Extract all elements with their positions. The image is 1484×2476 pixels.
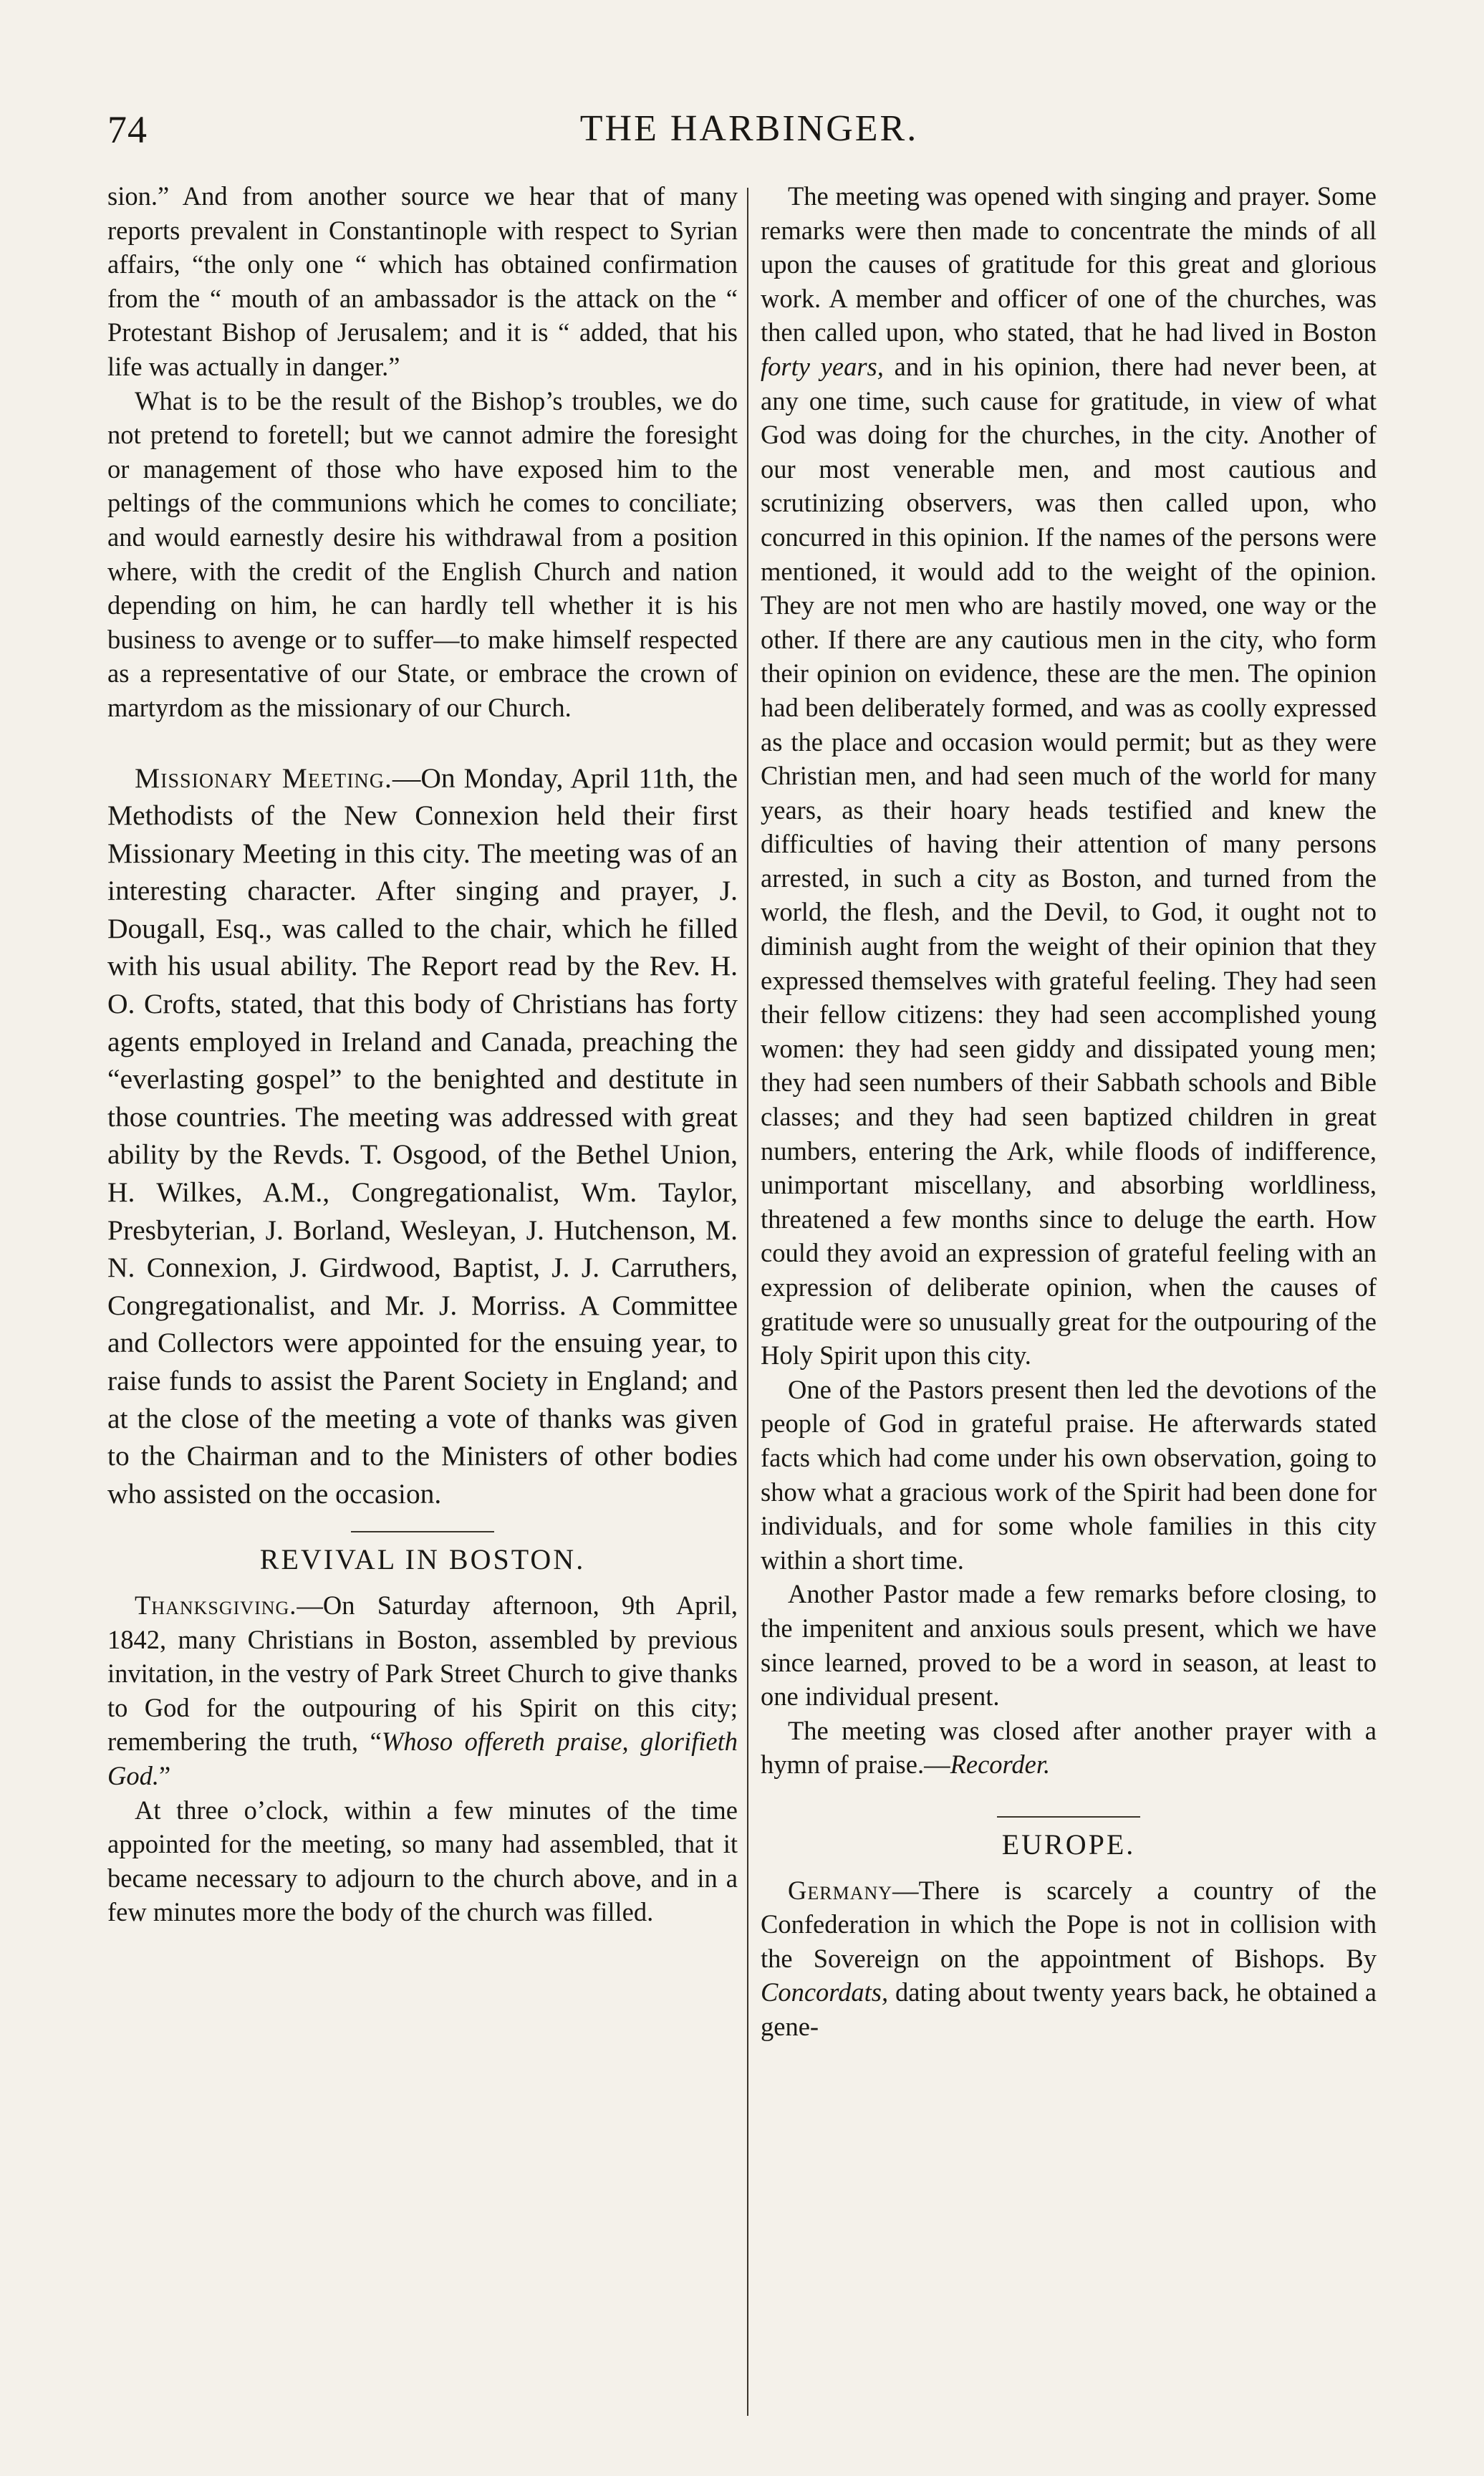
paragraph-three-oclock: At three o’clock, within a few minutes of the time appointed for the meeting, so many had assembled, that it became necessary to adjourn to the church above, and in a few minutes more the body of the church was filled. <box>107 1795 738 1927</box>
article-thanksgiving <box>107 1588 738 1793</box>
paragraph-syria-report: sion.” And from another source we hear that of many reports prevalent in Constantinople with respect to Syrian affairs, “the only one “ which has obtained confirmation from the “ mouth of an ambassador is the attack on the “ Protestant Bishop of Jerusalem; and it is “ added, that his life was actually in danger.” <box>107 181 738 381</box>
journal-title: THE HARBINGER. <box>579 108 919 149</box>
spacer <box>761 1782 1377 1816</box>
germany-italic: Concordats, <box>761 1977 889 2007</box>
paragraph-meeting-closed <box>761 1714 1377 1782</box>
page-header <box>107 107 1391 158</box>
thanksgiving-quote: Whoso offereth praise, glorifieth God. <box>107 1727 738 1790</box>
spacer <box>107 725 738 759</box>
section-heading-revival: REVIVAL IN BOSTON. <box>259 1543 586 1576</box>
paragraph-meeting-opened <box>761 179 1377 1373</box>
article-body-missionary: —On Monday, April 11th, the Methodists of the New Connexion held their first Missionary Meeting in this city. The meeting was of an interesting character. After singing and prayer, J. Dougall, Esq., was called to the chair, which he filled with his usual ability. The Report read by the Rev. H. O. Crofts, stated, that this body of Christians has forty agents employed in Ireland and Canada, preaching the “everlasting gospel” to the benighted and destitute in those countries. The meeting was addressed with great ability by the Revds. T. Osgood, of the Bethel Union, H. Wilkes, A.M., Congregationalist, Wm. Taylor, Presbyterian, J. Borland, Wesleyan, J. Hutchenson, M. N. Connexion, J. Girdwood, Baptist, J. J. Carruthers, Congregationalist, and Mr. J. Morriss. A Committee and Collectors were appointed for the ensuing year, to raise funds to assist the Parent Society in England; and at the close of the meeting a vote of thanks was given to the Chairman and to the Ministers of other bodies who assisted on the occasion. <box>107 762 738 1510</box>
left-column <box>107 179 738 1929</box>
source-credit: Recorder. <box>950 1750 1051 1780</box>
column-divider <box>747 188 748 2416</box>
paragraph-meeting-opened-a: The meeting was opened with singing and prayer. Some remarks were then made to concentrate the minds of all upon the causes of gratitude for this great and glorious work. A member and officer of one of the churches, was then called upon, who stated, that he had lived in Boston <box>761 181 1377 347</box>
spacer <box>107 1512 738 1531</box>
section-heading-europe: EUROPE. <box>1001 1828 1136 1861</box>
paragraph-pastors-present: One of the Pastors present then led the devotions of the people of God in grateful praise. He afterwards stated facts which had come under his own observation, going to show what a gracious work of the Spirit had been done for individuals, and for some whole families in this city within a short time. <box>761 1374 1377 1575</box>
paragraph-meeting-opened-b: and in his opinion, there had never been, at any one time, such cause for gratitude, in view of what God was doing for the churches, in the city. Another of our most venerable men, and most cautious and scrutinizing observers, was then called upon, who concurred in this opinion. If the names of the persons were mentioned, it would add to the weight of the opinion. They are not men who are hastily moved, one way or the other. If there are any cautious men in the city, who form their opinion on evidence, these are the men. The opinion had been deliberately formed, and was as coolly expressed as the place and occasion would permit; but as they were Christian men, and had seen much of the world for many years, as their hoary heads testified and knew the difficulties of having their attention of many persons arrested, in such a city as Boston, and turned from the world, the flesh, and the Devil, to God, it ought not to diminish aught from the weight of their opinion that they expressed themselves with grateful feeling. They had seen their fellow citizens: they had seen accomplished young women: they had seen giddy and dissipated young men; they had seen numbers of their Sabbath schools and Bible classes; and they had seen baptized children in great numbers, entering the Ark, while floods of indifference, unimportant miscellany, and absorbing worldliness, threatened a few months since to deluge the earth. How could they avoid an expression of grateful feeling with an expression of deliberate opinion, when the causes of gratitude were so unusually great for the outpouring of the Holy Spirit upon this city. <box>761 351 1377 1371</box>
paragraph-another-pastor: Another Pastor made a few remarks before closing, to the impenitent and anxious souls present, which we have since learned, proved to be a word in season, at least to one individual present. <box>761 1579 1377 1712</box>
article-body-thanksgiving: —On Saturday afternoon, 9th April, 1842, many Christians in Boston, assembled by previous invitation, in the vestry of Park Street Church to give thanks to God for the outpouring of his Spirit on this city; remembering the truth, “ <box>107 1590 738 1757</box>
article-germany <box>761 1873 1377 2044</box>
article-title-germany: Germany <box>788 1875 893 1905</box>
paragraph-meeting-closed-text: The meeting was closed after another prayer with a hymn of praise.— <box>761 1715 1377 1780</box>
section-divider <box>997 1816 1140 1818</box>
section-divider <box>351 1531 494 1532</box>
paragraph-meeting-italic: forty years, <box>761 351 884 381</box>
right-column <box>761 179 1377 2043</box>
article-body-germany-b: dating about twenty years back, he obtained a gene- <box>761 1977 1377 2041</box>
thanksgiving-quote-end: ” <box>158 1760 171 1790</box>
page-number: 74 <box>107 108 148 151</box>
article-title-missionary: Missionary Meeting. <box>135 762 392 794</box>
article-title-thanksgiving: Thanksgiving. <box>135 1590 297 1620</box>
article-body-germany-a: —There is scarcely a country of the Confederation in which the Pope is not in collision with the Sovereign on the appointment of Bishops. By <box>761 1875 1377 1973</box>
article-missionary-meeting <box>107 759 738 1513</box>
paragraph-bishop-troubles: What is to be the result of the Bishop’s troubles, we do not pretend to foretell; but we cannot admire the foresight or management of those who have exposed him to the peltings of the communions which he comes to conciliate; and would earnestly desire his withdrawal from a position where, with the credit of the English Church and nation depending on him, he can hardly tell whether it is his business to avenge or to suffer—to make himself respected as a representative of our State, or embrace the crown of martyrdom as the missionary of our Church. <box>107 385 738 722</box>
